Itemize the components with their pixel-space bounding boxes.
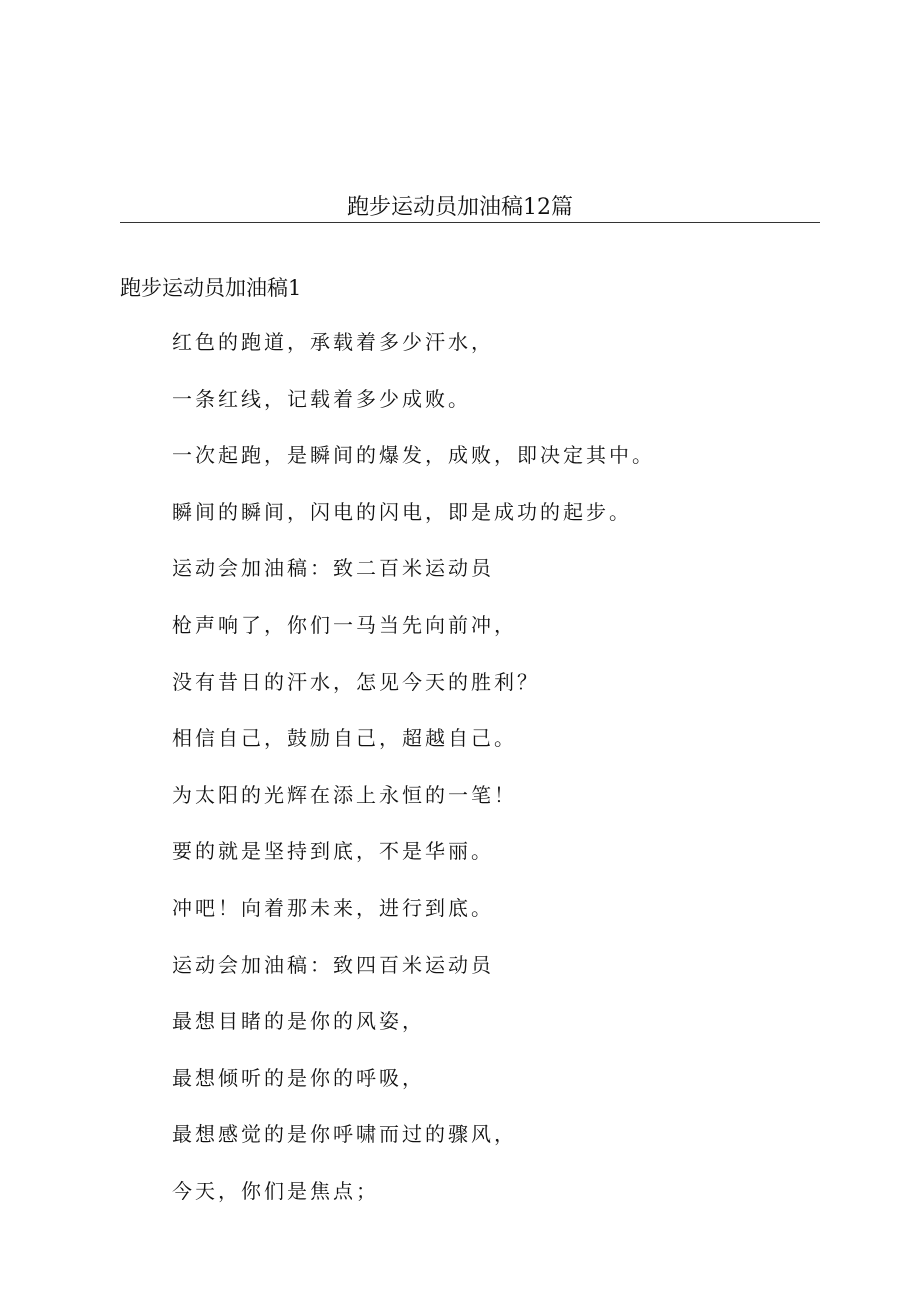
poem-line: 运动会加油稿：致四百米运动员 — [172, 952, 494, 977]
poem-line: 最想倾听的是你的呼吸， — [172, 1065, 425, 1090]
section-heading: 跑步运动员加油稿1 — [120, 276, 302, 300]
title-underline — [120, 222, 820, 223]
poem-line: 最想目睹的是你的风姿， — [172, 1009, 425, 1034]
poem-line: 为太阳的光辉在添上永恒的一笔！ — [172, 782, 517, 807]
poem-line: 瞬间的瞬间，闪电的闪电，即是成功的起步。 — [172, 499, 632, 524]
poem-body — [172, 326, 655, 1232]
poem-line: 没有昔日的汗水，怎见今天的胜利？ — [172, 669, 540, 694]
poem-line: 运动会加油稿：致二百米运动员 — [172, 556, 494, 581]
poem-line: 相信自己，鼓励自己，超越自己。 — [172, 726, 517, 751]
page-title: 跑步运动员加油稿12篇 — [347, 195, 573, 220]
poem-line: 枪声响了，你们一马当先向前冲， — [172, 612, 517, 637]
poem-line: 红色的跑道，承载着多少汗水， — [172, 330, 494, 354]
poem-line: 要的就是坚持到底，不是华丽。 — [172, 839, 494, 864]
poem-line: 一条红线，记载着多少成败。 — [172, 386, 471, 411]
poem-line: 今天，你们是焦点； — [172, 1178, 379, 1203]
poem-line: 一次起跑，是瞬间的爆发，成败，即决定其中。 — [172, 443, 655, 468]
poem-line: 冲吧！向着那未来，进行到底。 — [172, 895, 494, 920]
poem-line: 最想感觉的是你呼啸而过的骤风， — [172, 1122, 517, 1147]
